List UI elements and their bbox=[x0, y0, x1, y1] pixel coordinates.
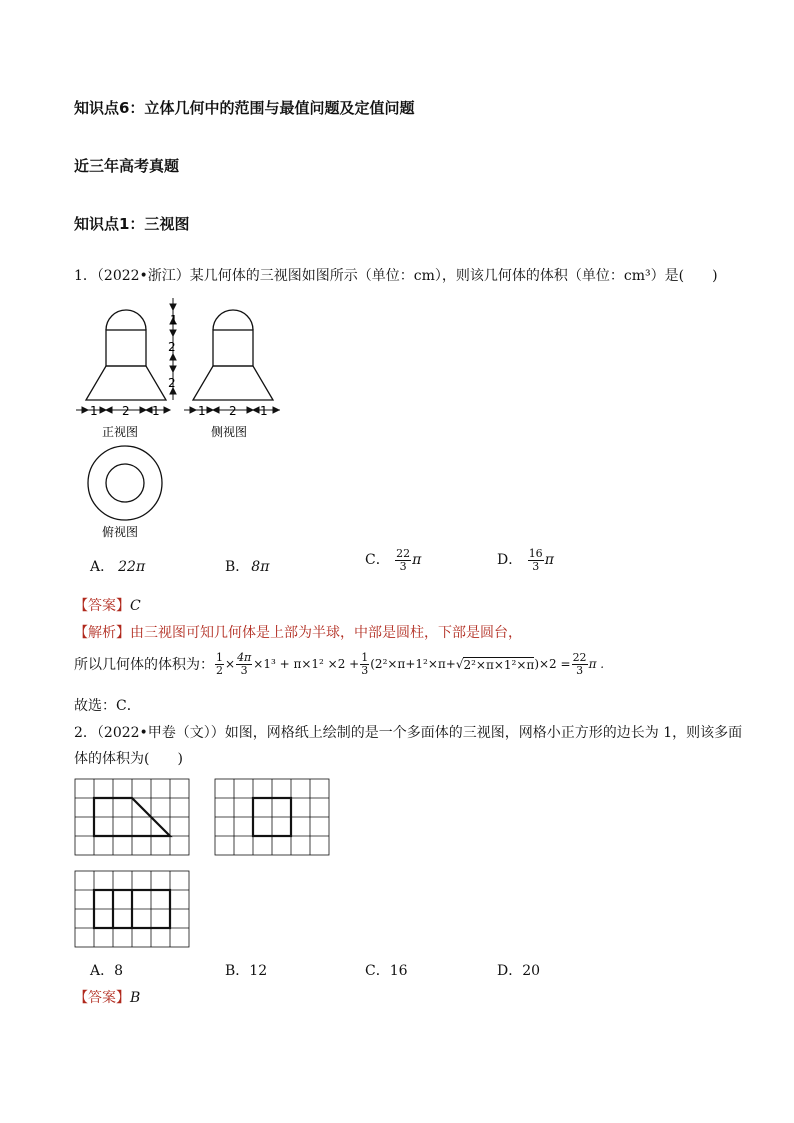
answer-label: 【答案】 bbox=[74, 990, 130, 1006]
formula-frac-4 bbox=[572, 652, 588, 676]
topic-title: 知识点1：三视图 bbox=[74, 215, 190, 233]
q1-choose: 故选：C． bbox=[74, 698, 141, 714]
formula-frac-1 bbox=[215, 652, 224, 676]
q1-option-b bbox=[225, 556, 269, 576]
front-view-drawing bbox=[86, 310, 166, 400]
option-d-num: 16 bbox=[528, 547, 543, 560]
grid-view-side bbox=[214, 778, 334, 858]
dim-top-label: 1 bbox=[170, 313, 178, 327]
frac2-num: 4π bbox=[237, 651, 252, 664]
option-d-fraction bbox=[528, 548, 544, 572]
q2-option-a: A．8 bbox=[90, 963, 124, 979]
side-view-drawing bbox=[193, 310, 273, 400]
option-c-num: 22 bbox=[396, 547, 411, 560]
option-c-fraction bbox=[395, 548, 411, 572]
volume-prefix: 所以几何体的体积为： bbox=[74, 657, 214, 674]
frac2-den: 3 bbox=[240, 663, 248, 677]
top-view-drawing bbox=[88, 446, 162, 520]
front-view-caption: 正视图 bbox=[102, 425, 139, 439]
q1-volume-formula: 所以几何体的体积为： $\frac{1}{2}$ × $\frac{4\pi}{3}$ ×1³ + π×1² ×2 + $\frac{1}{3}$ (2²×π+1²×π+ √ 2²×π×1²×π )×2 = $\frac{22}{3}$ π . bbox=[74, 651, 605, 677]
answer-label: 【答案】 bbox=[74, 598, 130, 614]
top-view-caption: 俯视图 bbox=[102, 525, 139, 539]
formula-frac-2 bbox=[236, 652, 252, 676]
side-view-caption: 侧视图 bbox=[211, 425, 248, 439]
dim-center-label-side: 2 bbox=[229, 404, 237, 418]
dim-center-label: 2 bbox=[122, 404, 130, 418]
q1-option-a bbox=[90, 556, 145, 576]
question-2-stem-line-1: 2．（2022•甲卷（文））如图，网格纸上绘制的是一个多面体的三视图，网格小正方形的边长为 1，则该多面 bbox=[74, 725, 743, 741]
grid-view-front bbox=[74, 778, 194, 858]
analysis-text: 由三视图可知几何体是上部为半球，中部是圆柱，下部是圆台， bbox=[130, 625, 522, 641]
q2-answer bbox=[74, 987, 140, 1007]
formula-part-4: π . bbox=[588, 657, 605, 672]
dim-bot-label: 2 bbox=[168, 376, 176, 390]
option-d-suffix: π bbox=[544, 552, 554, 569]
dim-left-label: 1 bbox=[90, 404, 98, 418]
option-c-label: C． bbox=[365, 552, 390, 569]
sqrt-sign: √ bbox=[455, 657, 464, 672]
option-b-label: B． bbox=[225, 559, 250, 575]
option-a-label: A． bbox=[90, 559, 115, 575]
q2-option-c: C．16 bbox=[365, 963, 408, 979]
frac1-den: 2 bbox=[216, 663, 223, 677]
q1-answer bbox=[74, 595, 141, 615]
subsection-title: 近三年高考真题 bbox=[74, 157, 180, 175]
sqrt-body: 2²×π×1²×π bbox=[463, 657, 535, 672]
dim-mid-label: 2 bbox=[168, 340, 176, 354]
q2-option-b: B．12 bbox=[225, 963, 268, 979]
option-b-value: 8π bbox=[251, 559, 270, 575]
section-title: 知识点6：立体几何中的范围与最值问题及定值问题 bbox=[74, 99, 415, 117]
option-c-suffix: π bbox=[412, 552, 422, 569]
frac3-num: 1 bbox=[361, 651, 369, 664]
question-1-stem: 1．（2022•浙江）某几何体的三视图如图所示（单位：cm），则该几何体的体积（单位：cm³）是( ) bbox=[74, 268, 718, 284]
frac4-den: 3 bbox=[576, 663, 584, 677]
option-c-den: 3 bbox=[399, 559, 407, 573]
question-2-stem-line-2: 体的体积为( ) bbox=[74, 751, 183, 767]
dim-right-label-side: 1 bbox=[260, 404, 268, 418]
option-d-label: D． bbox=[497, 552, 523, 569]
dim-right-label: 1 bbox=[152, 404, 160, 418]
dim-left-label-side: 1 bbox=[198, 404, 206, 418]
answer-value: B bbox=[130, 990, 141, 1006]
q2-option-d: D．20 bbox=[497, 963, 541, 979]
formula-part-3: )×2 = bbox=[534, 657, 571, 672]
frac4-num: 22 bbox=[572, 651, 587, 664]
q1-analysis bbox=[74, 622, 522, 642]
frac3-den: 3 bbox=[361, 663, 369, 677]
q1-option-c bbox=[365, 548, 421, 572]
grid-view-top bbox=[74, 870, 194, 950]
option-d-den: 3 bbox=[532, 559, 540, 573]
frac1-num: 1 bbox=[216, 651, 223, 664]
formula-part-1: ×1³ + π×1² ×2 + bbox=[253, 657, 360, 672]
q1-option-d bbox=[497, 548, 554, 572]
three-view-figure bbox=[70, 290, 300, 550]
analysis-label: 【解析】 bbox=[74, 625, 130, 641]
answer-value: C bbox=[130, 598, 141, 614]
formula-part-2: (2²×π+1²×π+ bbox=[370, 657, 456, 672]
option-a-value: 22π bbox=[118, 559, 146, 575]
formula-frac-3 bbox=[360, 652, 369, 676]
